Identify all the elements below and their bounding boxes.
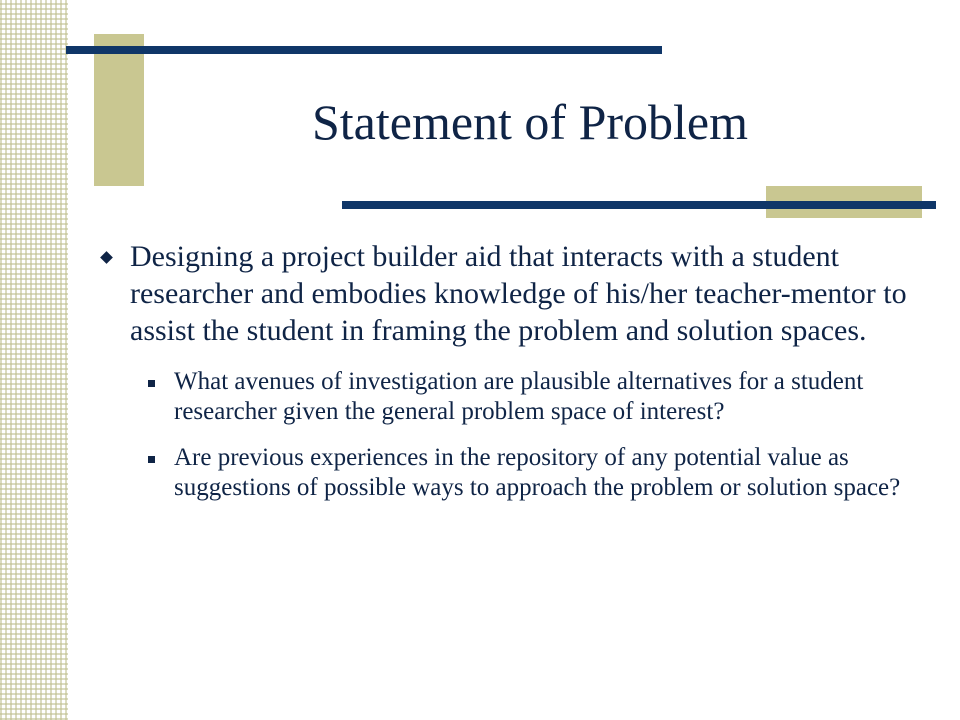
sub-bullet <box>144 443 910 503</box>
top-navy-rule <box>66 46 662 54</box>
sub-bullet <box>144 367 910 427</box>
slide-content <box>100 238 910 519</box>
sub-bullet-text: What avenues of investigation are plausible alternatives for a student researcher given the general problem space of interest? <box>174 368 864 425</box>
slide-title: Statement of Problem <box>311 94 749 150</box>
bottom-navy-rule <box>342 201 936 209</box>
sub-bullet-list <box>144 367 910 503</box>
left-grid-pattern <box>0 0 68 720</box>
sub-bullet-text: Are previous experiences in the repository of any potential value as suggestions of possible ways to approach the problem or solution space? <box>174 444 901 501</box>
main-bullet-text: Designing a project builder aid that interacts with a student researcher and embodies knowledge of his/her teacher-mentor to assist the student in framing the problem and solution spaces. <box>130 240 907 347</box>
square-bullet-icon <box>148 380 155 387</box>
main-bullet <box>100 238 910 349</box>
diamond-bullet-icon <box>100 251 113 264</box>
square-bullet-icon <box>148 456 155 463</box>
khaki-vertical-accent <box>94 34 144 186</box>
